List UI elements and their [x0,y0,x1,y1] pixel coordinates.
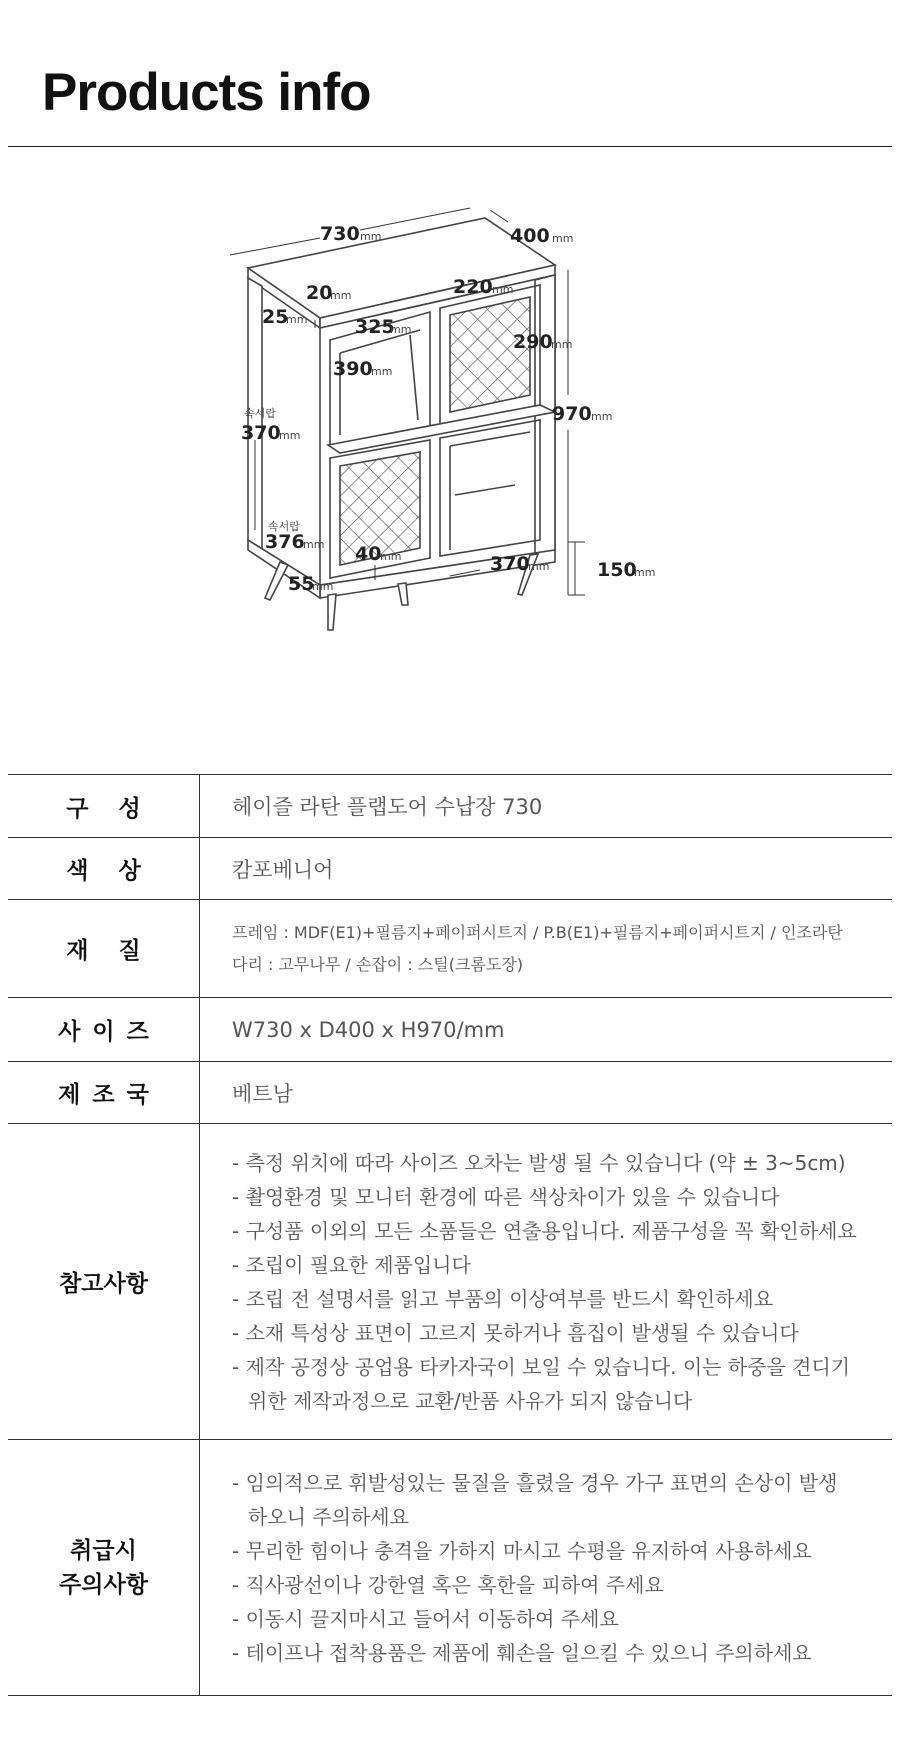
top-thickness-value: 20 [306,282,333,304]
title-divider [8,146,892,147]
depth-unit: mm [552,232,574,245]
door-width-value: 220 [453,276,493,298]
leg-height-value: 150 [597,559,637,581]
size-value: W730 x D400 x H970/mm [232,1017,505,1042]
cabinet-drawing [240,200,720,720]
list-item: - 직사광선이나 강한열 혹은 혹한을 피하여 주세요 [232,1572,664,1597]
door-height-unit: mm [551,338,573,351]
lower-drawer-value: 376 [265,531,305,553]
shelf-height-unit: mm [371,365,393,378]
upper-drawer-label: 속서랍 [244,407,276,420]
notes-value [200,1124,893,1440]
material-legs-handle: 다리 : 고무나무 / 손잡이 : 스틸(크롬도장) [232,954,524,974]
height-value: 970 [552,403,592,425]
spec-row-material [8,900,892,998]
list-item: 위한 제작과정으로 교환/반품 사유가 되지 않습니다 [248,1388,693,1413]
list-item: - 제작 공정상 공업용 타카자국이 보일 수 있습니다. 이는 하중을 견디기 [232,1354,851,1379]
lower-width-value: 370 [490,553,530,575]
spec-table [8,774,892,1696]
notes-list [232,1146,892,1418]
base-height-unit: mm [380,550,402,563]
list-item: - 임의적으로 휘발성있는 물질을 흘렸을 경우 가구 표면의 손상이 발생 [232,1470,838,1495]
top-thickness-unit: mm [330,289,352,302]
material-frame: 프레임 : MDF(E1)+필름지+페이퍼시트지 / P.B(E1)+필름지+페이퍼시트지 / 인조라탄 [232,922,843,942]
list-item: - 무리한 힘이나 충격을 가하지 마시고 수평을 유지하여 사용하세요 [232,1538,812,1563]
lower-drawer-unit: mm [303,538,325,551]
leg-height-unit: mm [634,566,656,579]
list-item: - 측정 위치에 따라 사이즈 오차는 발생 될 수 있습니다 (약 ± 3~5cm) [232,1150,846,1175]
notes-label: 참고사항 [8,1124,200,1440]
leg-offset-value: 55 [288,573,315,595]
list-item: - 조립이 필요한 제품입니다 [232,1252,471,1277]
width-unit: mm [360,230,382,243]
spec-row-handling [8,1440,892,1696]
lower-width-unit: mm [528,560,550,573]
shelf-height-value: 390 [333,358,373,380]
cabinet-dimension-diagram [240,200,720,720]
origin-label: 제조국 [8,1062,200,1124]
handling-value [200,1440,893,1696]
list-item: - 구성품 이외의 모든 소품들은 연출용입니다. 제품구성을 꼭 확인하세요 [232,1218,857,1243]
list-item: - 테이프나 접착용품은 제품에 훼손을 일으킬 수 있으니 주의하세요 [232,1640,812,1665]
color-label: 색상 [8,838,200,900]
side-thickness-value: 25 [262,306,289,328]
door-height-value: 290 [513,331,553,353]
composition-value: 헤이즐 라탄 플랩도어 수납장 730 [232,795,543,819]
spec-row-origin [8,1062,892,1124]
base-height-value: 40 [355,543,382,565]
depth-value: 400 [510,225,550,247]
upper-drawer-value: 370 [241,422,281,444]
origin-value: 베트남 [232,1081,293,1106]
list-item: 하오니 주의하세요 [248,1504,409,1529]
page-title: Products info [42,63,371,122]
height-unit: mm [591,410,613,423]
spec-row-color [8,838,892,900]
list-item: - 이동시 끌지마시고 들어서 이동하여 주세요 [232,1606,619,1631]
spec-row-notes [8,1124,892,1440]
spec-row-size [8,998,892,1062]
material-label: 재질 [8,900,200,998]
upper-drawer-unit: mm [279,429,301,442]
color-value: 캄포베니어 [232,857,334,882]
door-width-unit: mm [492,283,514,296]
list-item: - 촬영환경 및 모니터 환경에 따른 색상차이가 있을 수 있습니다 [232,1184,780,1209]
side-thickness-unit: mm [286,313,308,326]
list-item: - 조립 전 설명서를 읽고 부품의 이상여부를 반드시 확인하세요 [232,1286,774,1311]
material-value [200,900,893,998]
spec-row-composition [8,775,892,838]
handling-label: 취급시 주의사항 [8,1440,200,1696]
size-label: 사이즈 [8,998,200,1062]
lower-drawer-label: 속서랍 [268,520,300,533]
composition-label: 구성 [8,775,200,838]
inner-width-value: 325 [355,316,395,338]
width-value: 730 [320,223,360,245]
list-item: - 소재 특성상 표면이 고르지 못하거나 흠집이 발생될 수 있습니다 [232,1320,799,1345]
inner-width-unit: mm [390,323,412,336]
leg-offset-unit: mm [312,580,334,593]
handling-list [232,1466,892,1670]
